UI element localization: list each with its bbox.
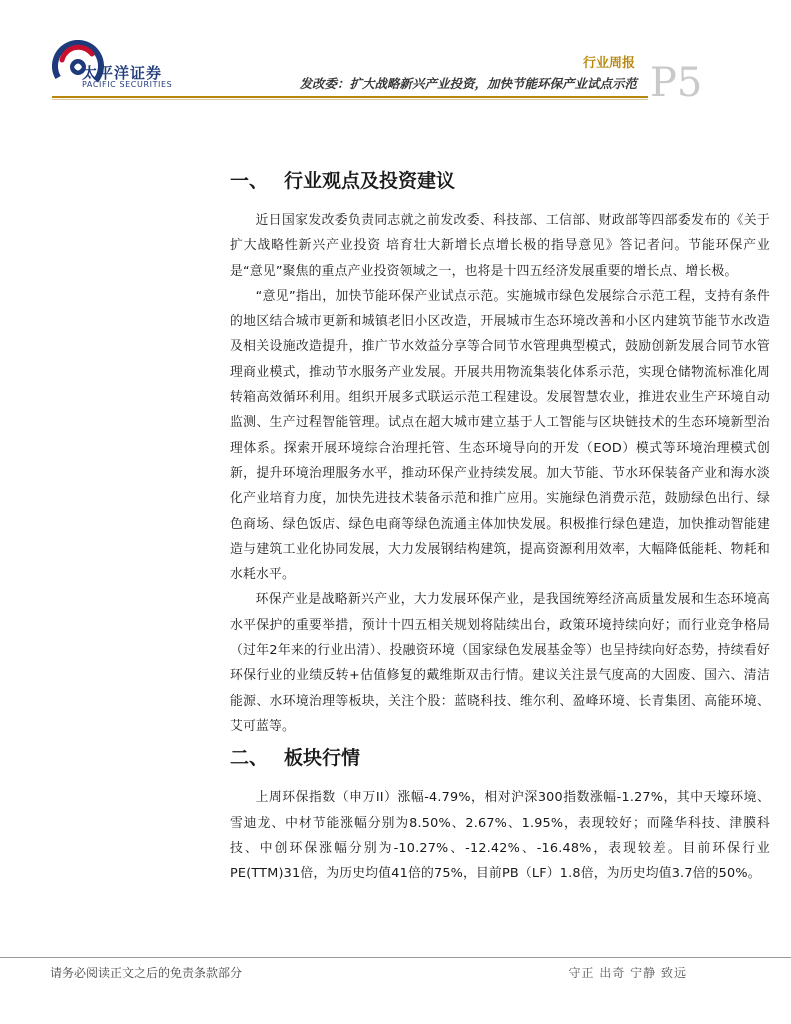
report-type: 行业周报 — [582, 56, 635, 71]
brand-name-cn: 太平洋证券 — [82, 64, 163, 82]
footer-divider — [0, 957, 791, 958]
section-number: 一、 — [230, 170, 269, 192]
paragraph: 环保产业是战略新兴产业，大力发展环保产业，是我国统筹经济高质量发展和生态环境高水平保护的重要举措，预计十四五相关规划将陆续出台，政策环境持续向好；而行业竞争格局（过年2年来的行业出清）、投融资环境（国家绿色发展基金等）也呈持续向好态势，持续看好环保行业的业绩反转+估值修复的戴维斯双击行情。建议关注景气度高的大固废、国六、清洁能源、水环境治理等板块，关注个股：蓝晓科技、维尔利、盈峰环境、长青集团、高能环境、艾可蓝等。 — [230, 592, 770, 734]
header-divider-thin — [52, 99, 648, 100]
paragraph: 上周环保指数（申万II）涨幅-4.79%，相对沪深300指数涨幅-1.27%，其中天壕环境、雪迪龙、中材节能涨幅分别为8.50%、2.67%、1.95%，表现较好；而隆华科技、津膜科技、中创环保涨幅分别为-10.27%、-12.42%、-16.48%，表现较差。目前环保行业PE(TTM)31倍，为历史均值41倍的75%，目前PB（LF）1.8倍，为历史均值3.7倍的50%。 — [230, 790, 770, 882]
section-number: 二、 — [230, 747, 269, 770]
footer-motto: 守正 出奇 宁静 致远 — [568, 966, 687, 980]
header-divider — [52, 96, 648, 98]
section-heading — [230, 745, 770, 771]
section-heading — [230, 168, 770, 194]
brand-name-en: PACIFIC SECURITIES — [82, 80, 173, 89]
main-content — [230, 168, 770, 886]
section-title: 行业观点及投资建议 — [284, 170, 456, 192]
section-title: 板块行情 — [284, 747, 361, 770]
paragraph: 近日国家发改委负责同志就之前发改委、科技部、工信部、财政部等四部委发布的《关于扩大战略性新兴产业投资 培育壮大新增长点增长极的指导意见》答记者问。节能环保产业是“意见”聚焦的重点产业投资领域之一，也将是十四五经济发展重要的增长点、增长极。 — [230, 213, 770, 279]
footer-disclaimer: 请务必阅读正文之后的免责条款部分 — [50, 966, 243, 980]
page-number: P5 — [650, 60, 703, 106]
paragraph: “意见”指出，加快节能环保产业试点示范。实施城市绿色发展综合示范工程，支持有条件的地区结合城市更新和城镇老旧小区改造，开展城市生态环境改善和小区内建筑节能节水改造及相关设施改造提升，推广节水效益分享等合同节水管理典型模式，鼓励创新发展合同节水管理商业模式，推动节水服务产业发展。开展共用物流集装化体系示范，实现仓储物流标准化周转箱高效循环利用。组织开展多式联运示范工程建设。发展智慧农业，推进农业生产环境自动监测、生产过程智能管理。试点在超大城市建立基于人工智能与区块链技术的生态环境新型治理体系。探索开展环境综合治理托管、生态环境导向的开发（EOD）模式等环境治理模式创新，提升环境治理服务水平，推动环保产业持续发展。加大节能、节水环保装备产业和海水淡化产业培育力度，加快先进技术装备示范和推广应用。实施绿色消费示范，鼓励绿色出行、绿色商场、绿色饭店、绿色电商等绿色流通主体加快发展。积极推行绿色建造，加快推动智能建造与建筑工业化协同发展，大力发展钢结构建筑，提高资源利用效率，大幅降低能耗、物耗和水耗水平。 — [230, 288, 770, 583]
header-title: 发改委：扩大战略新兴产业投资，加快节能环保产业试点示范 — [299, 76, 637, 91]
